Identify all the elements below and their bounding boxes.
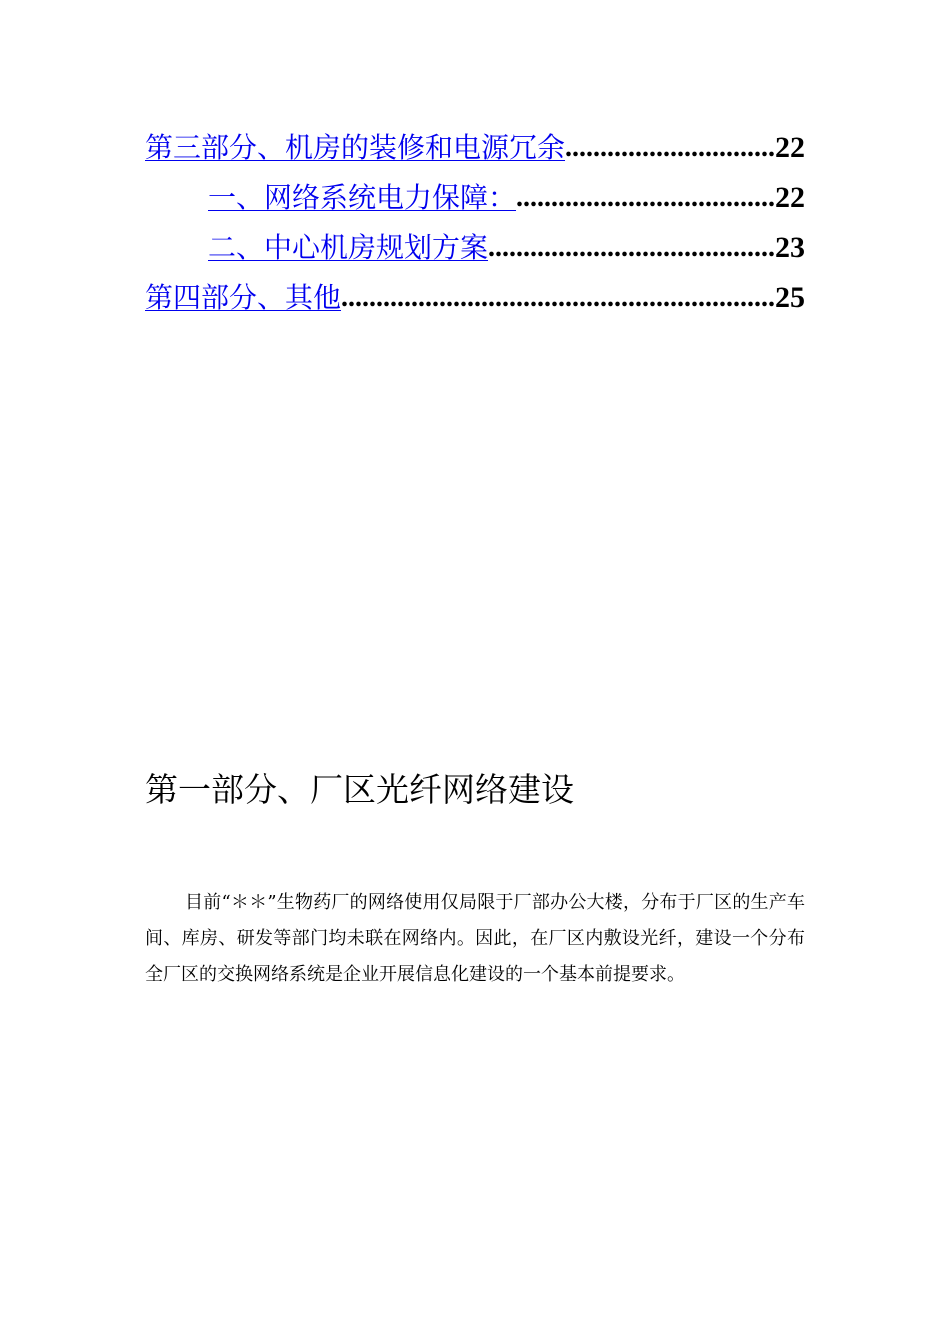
toc-entry-part3[interactable]	[145, 128, 805, 168]
toc-link[interactable]: 二、中心机房规划方案	[208, 231, 489, 264]
toc-page-number: 23	[775, 231, 805, 264]
toc-entry-machine-room[interactable]	[208, 228, 805, 268]
toc-entry-power[interactable]	[208, 178, 805, 218]
toc-link[interactable]: 第四部分、其他	[145, 281, 342, 314]
toc-link[interactable]: 一、网络系统电力保障：	[208, 181, 517, 214]
toc-page-number: 22	[775, 131, 805, 164]
toc-link[interactable]: 第三部分、机房的装修和电源冗余	[145, 131, 566, 164]
body-paragraph: 目前“＊＊”生物药厂的网络使用仅局限于厂部办公大楼，分布于厂区的生产车间、库房、研发等部门均未联在网络内。因此，在厂区内敷设光纤，建设一个分布全厂区的交换网络系统是企业开展信息化建设的一个基本前提要求。	[145, 892, 805, 985]
section-heading: 第一部分、厂区光纤网络建设	[145, 770, 574, 809]
toc-entry-part4[interactable]	[145, 278, 805, 318]
toc-dot-leader	[341, 278, 775, 318]
toc-dot-leader	[488, 228, 775, 268]
toc-dot-leader	[565, 128, 775, 168]
toc-page-number: 22	[775, 181, 805, 214]
toc-page-number: 25	[775, 281, 805, 314]
toc-dot-leader	[516, 178, 775, 218]
